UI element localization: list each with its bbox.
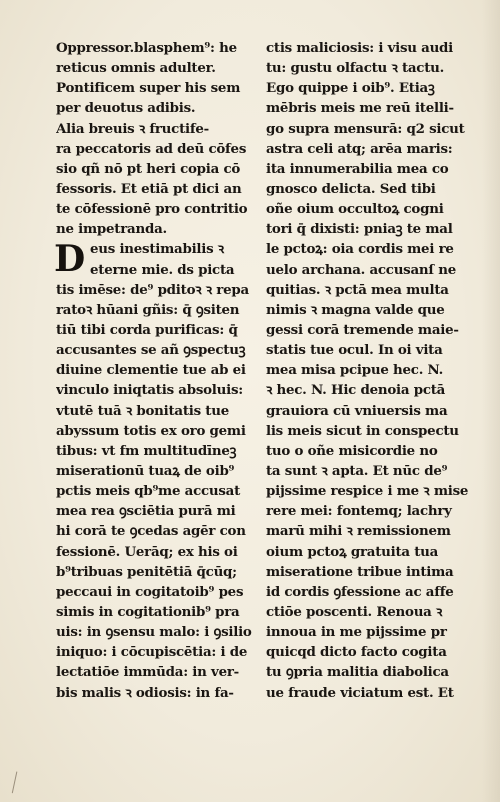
text-line: simis in cogitationib⁹ pra [56,603,240,620]
text-line: gnosco delicta. Sed tibi [266,180,436,197]
text-line: astra celi atq; arēa maris: [266,140,453,157]
text-line: rere mei: fontemq; lachry [266,503,452,520]
text-line: go supra mensurā: q2 sicut [266,120,465,137]
text-line: ꝛ hec. N. Hic denoia pctā [266,382,446,399]
decorated-initial-letter: D [54,238,86,281]
left-column-intro [56,38,262,239]
text-line: grauiora cū vniuersis ma [266,402,448,419]
text-line: Ego quippe i oib⁹. Etiaꝫ [266,80,435,97]
text-line: gessi corā tremende maie- [266,321,459,338]
text-line: abyssum totis ex oro gemi [56,422,246,439]
left-column-body [56,300,262,703]
text-line: ctiōe poscenti. Renoua ꝛ [266,603,443,620]
text-line: te cōfessionē pro contritio [56,201,248,218]
text-line: uis: in ꝯsensu malo: i ꝯsilio [56,624,252,641]
text-line: miserationū tuaꝝ de oib⁹ [56,462,235,479]
text-line: peccaui in cogitatoib⁹ pes [56,583,244,600]
text-line: mea misa pcipue hec. N. [266,362,444,379]
text-line: statis tue ocul. In oi vita [266,342,443,359]
text-line: ue fraude viciatum est. Et [266,684,454,701]
text-line: tuo o oñe misicordie no [266,442,438,459]
text-line: ctis maliciosis: i visu audi [266,40,454,56]
text-line: ratoꝛ hūani gñis: q̄ ꝯsiten [56,301,240,318]
text-line: tu ꝯpria malitia diabolica [266,664,449,681]
text-line: quitias. ꝛ pctā mea multa [266,281,449,298]
text-line: fessoris. Et etiā pt dici an [56,180,242,197]
page-edge-shadow [482,0,500,802]
text-line: hi corā te ꝯcedas agēr con [56,523,246,540]
text-line: Oppressor.blasphem⁹: he [56,40,237,56]
text-line: oium pctoꝝ gratuita tua [266,543,439,560]
text-line: Pontificem super his sem [56,80,241,97]
text-line: vinculo iniqtatis absoluis: [56,382,243,399]
text-line: tibus: vt fm multitudīneꝫ [56,442,237,459]
text-line: nimis ꝛ magna valde que [266,301,445,318]
text-line: ta sunt ꝛ apta. Et nūc de⁹ [266,462,448,479]
text-line: b⁹tribuas penitētiā q̄cūq; [56,563,237,580]
text-line: mēbris meis me reū itelli- [266,100,454,117]
text-line: lectatiōe immūda: in ver- [56,664,239,681]
text-line: eus inestimabilis ꝛ [90,241,224,258]
text-line: fessionē. Uerāq; ex his oi [56,543,238,560]
text-line: marū mihi ꝛ remissionem [266,523,451,540]
text-line: vtutē tuā ꝛ bonitatis tue [56,402,229,419]
text-line: tu: gustu olfactu ꝛ tactu. [266,60,445,77]
left-column [56,38,262,703]
text-line: pijssime respice i me ꝛ mise [266,483,469,500]
text-line: tori q̄ dixisti: pniaꝫ te mal [266,221,453,238]
text-line: uelo archana. accusanſ ne [266,261,457,278]
text-line: Alia breuis ꝛ fructife- [56,120,209,137]
text-line: ne impetranda. [56,221,167,238]
text-line: tiū tibi corda purificas: q̄ [56,321,238,338]
text-line: innoua in me pijssime pr [266,624,447,641]
text-line: accusantes se añ ꝯspectuꝫ [56,342,246,359]
initial-block [56,239,262,299]
text-line: mea rea ꝯsciētia purā mi [56,503,236,520]
text-line: ra peccatoris ad deū cōfes [56,140,247,157]
text-line: pctis meis qb⁹me accusat [56,483,241,500]
margin-pencil-mark [12,772,23,795]
text-line: reticus omnis adulter. [56,60,216,77]
text-line: per deuotus adibis. [56,100,196,117]
text-line: bis malis ꝛ odiosis: in fa- [56,684,234,701]
text-line: tis imēse: de⁹ pditoꝛ ꝛ repa [56,281,249,298]
right-column [266,38,476,703]
text-line: iniquo: i cōcupiscētia: i de [56,644,248,661]
text-line: lis meis sicut in conspectu [266,422,459,439]
text-line: miseratione tribue intima [266,563,454,580]
text-line: le pctoꝝ: oia cordis mei re [266,241,454,258]
text-line: id cordis ꝯfessione ac affe [266,583,454,600]
text-line: ita innumerabilia mea co [266,160,449,177]
text-line: diuine clementie tue ab ei [56,362,246,379]
text-line: eterne mie. ds picta [90,261,235,278]
text-line: quicqd dicto facto cogita [266,644,447,661]
text-line: sio qñ nō pt heri copia cō [56,160,241,177]
text-line: oñe oium occultoꝝ cogni [266,201,444,218]
